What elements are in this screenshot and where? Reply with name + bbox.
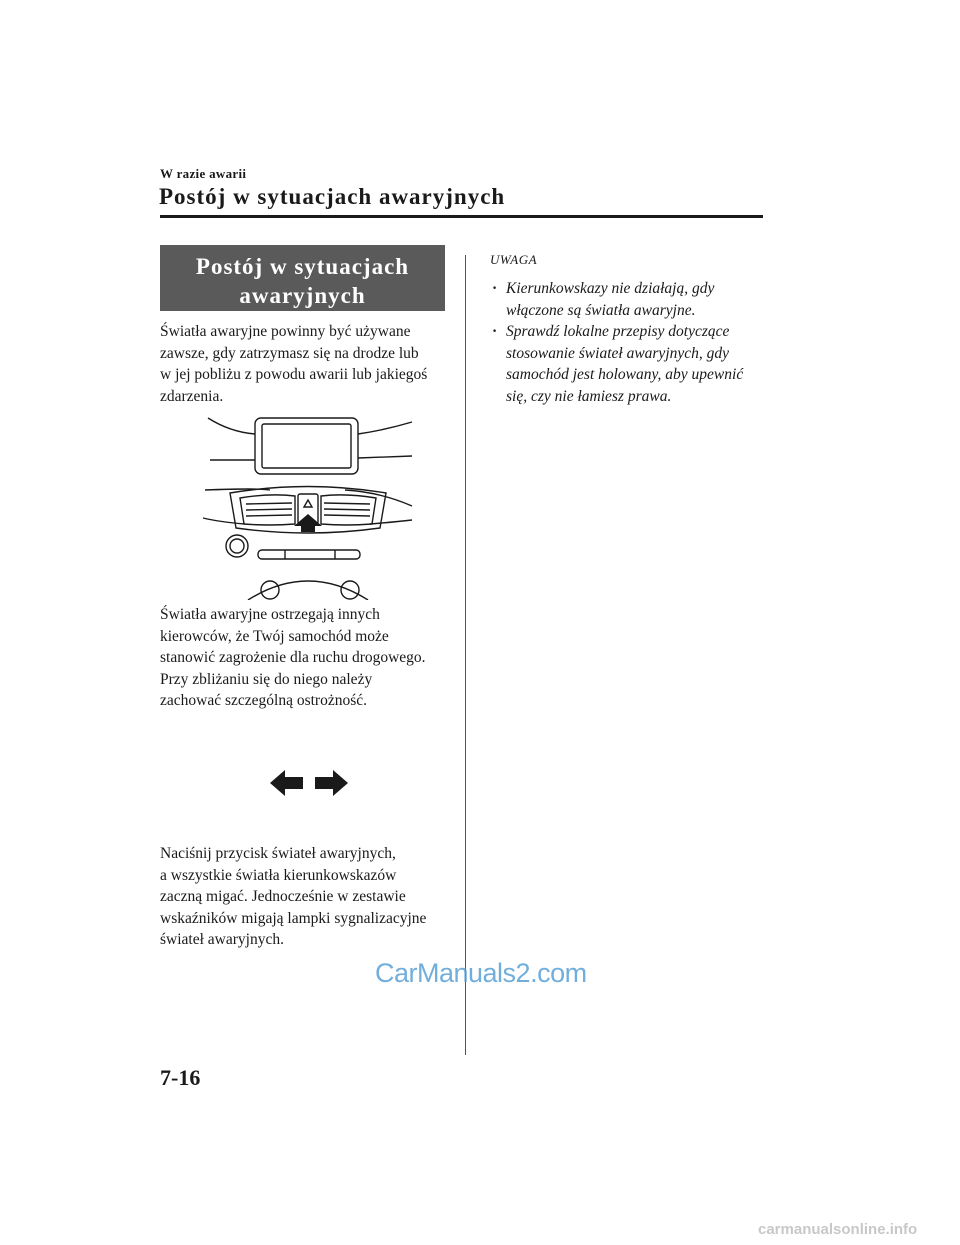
paragraph-warning: Światła awaryjne ostrzegają innych kierowców, że Twój samochód może stanowić zagrożenie dla ruchu drogowego. Przy zbliżaniu się do niego należy zachować szczególną ostrożność. — [160, 606, 426, 709]
list-item: · Sprawdź lokalne przepisy dotyczące stosowanie świateł awaryjnych, gdy samochód jest holowany, aby upewnić się, czy nie łamiesz prawa. — [492, 321, 762, 407]
watermark-logo: CarManuals2.com — [375, 958, 587, 988]
section-label: W razie awarii — [160, 166, 247, 181]
heading-line-1: Postój w sytuacjach — [195, 254, 410, 279]
paragraph-instructions: Naciśnij przycisk świateł awaryjnych, a wszystkie światła kierunkowskazów zaczną migać. Jednocześnie w zestawie wskaźników migają lampki sygnalizacyjne świateł awaryjnych. — [160, 845, 427, 948]
footer-site: carmanualsonline.info — [758, 1221, 918, 1238]
note-label: UWAGA — [490, 252, 538, 267]
page-number: 7-16 — [160, 1065, 201, 1090]
page-title: Postój w sytuacjach awaryjnych — [159, 184, 506, 209]
note-list — [492, 278, 762, 407]
column-divider — [465, 255, 466, 1055]
paragraph-usage: Światła awaryjne powinny być używane zawsze, gdy zatrzymasz się na drodze lub w jej pobliżu z powodu awarii lub jakiegoś zdarzenia. — [160, 323, 428, 405]
heading-line-2: awaryjnych — [239, 283, 366, 308]
list-item: · Kierunkowskazy nie działają, gdy włączone są światła awaryjne. — [492, 278, 762, 321]
turn-signal-arrows-icon — [270, 768, 348, 798]
heading-box — [160, 245, 445, 311]
dashboard-hazard-button-illustration — [200, 410, 415, 600]
title-rule — [160, 215, 763, 218]
